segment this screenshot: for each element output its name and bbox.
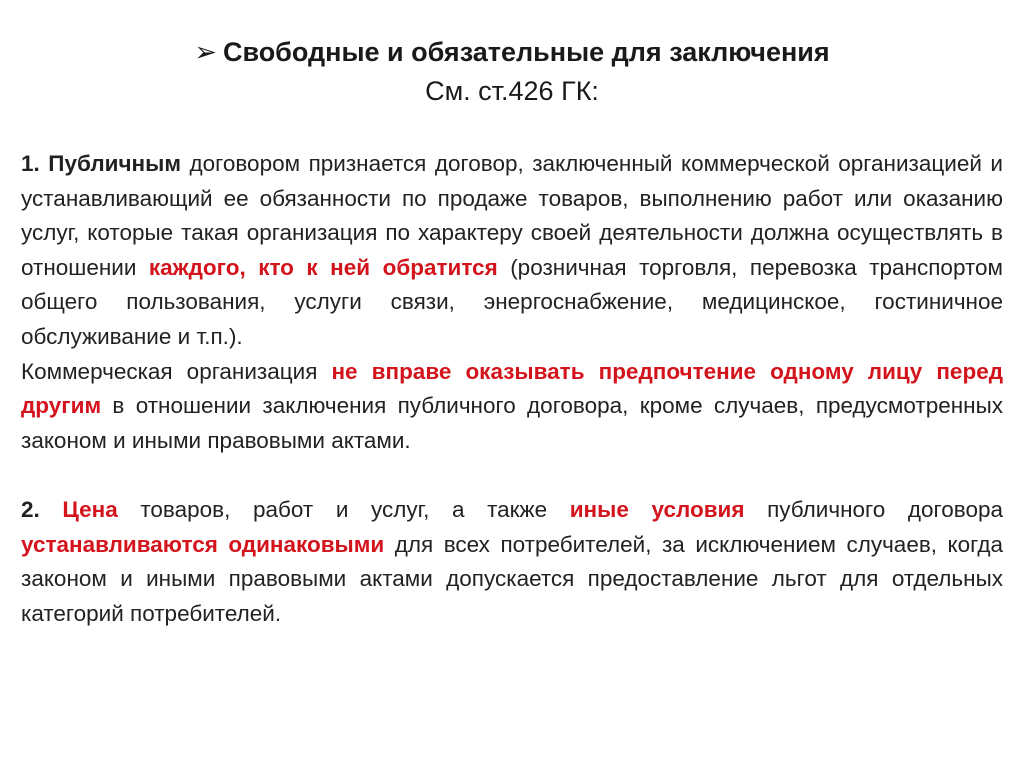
section-1-text-b: (розничная торговля, перевозка транспортом общего пользования, услуги связи, энергоснабжение, медицинское, гостиничное обслуживание и т.п.). [21, 254, 1003, 349]
section-1-text-a: договором признается договор, заключенный коммерческой организацией и устанавливающий ее обязанности по продаже товаров, выполнению работ или оказанию услуг, которые такая организация по характеру своей деятельности должна осуществлять в отношении [21, 151, 1003, 280]
section-2-text-a: товаров, работ и услуг, а также [117, 496, 570, 522]
section-2-text-c: для всех потребителей, за исключением случаев, когда законом и иными правовыми актами допускается предоставление льгот для отдельных категорий потребителей. [21, 531, 1004, 626]
section-2-highlight-same: устанавливаются одинаковыми [21, 531, 385, 557]
section-1-highlight-b: не вправе оказывать предпочтение одному лицу перед другим [21, 358, 1003, 419]
section-1-paragraph [21, 147, 1003, 355]
slide-title [0, 33, 1024, 71]
section-1-paragraph-2 [21, 355, 1003, 459]
paragraph-spacer [21, 458, 1003, 493]
section-1-term: Публичным [48, 151, 181, 176]
slide-body [21, 147, 1003, 631]
slide-subtitle: См. ст.426 ГК: [425, 76, 599, 106]
section-2-text-b: публичного договора [744, 496, 1003, 522]
section-2-highlight-terms: иные условия [569, 496, 745, 522]
slide-header [0, 33, 1024, 111]
section-1-para2-b: в отношении заключения публичного договора, кроме случаев, предусмотренных законом и иными правовыми актами. [21, 393, 1003, 453]
section-2-number: 2. [21, 496, 40, 522]
arrow-bullet-icon: ➢ [194, 37, 217, 67]
section-2-highlight-price: Цена [62, 496, 118, 522]
section-1-highlight-a: каждого, кто к ней обратится [148, 254, 498, 280]
section-1-number: 1. [21, 151, 40, 176]
slide-title-text: Свободные и обязательные для заключения [222, 37, 830, 67]
section-1-para2-a: Коммерческая организация [21, 358, 332, 384]
section-2-paragraph [21, 493, 1003, 631]
